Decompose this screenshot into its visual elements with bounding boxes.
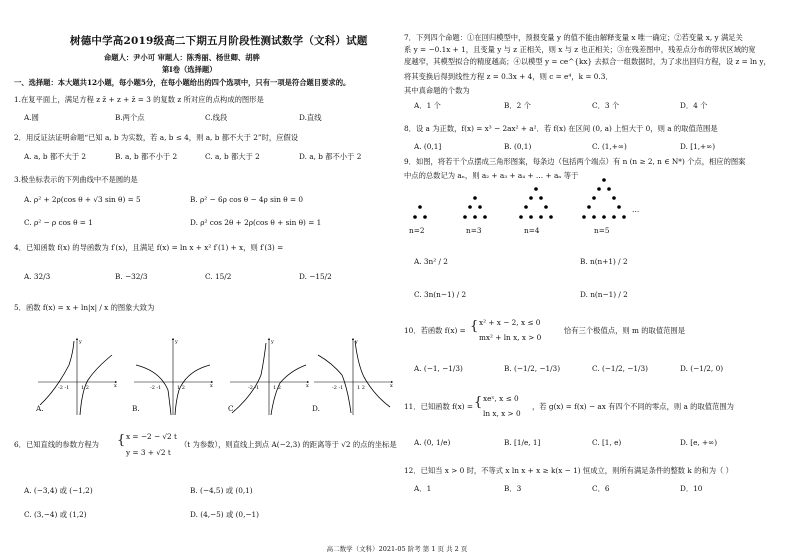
q5-graphs [36, 335, 396, 417]
q10-eq1: x² + x − 2, x ≤ 0 [479, 318, 541, 327]
section-heading: 一、选择题：本大题共12小题，每小题5分，在每小题给出的四个选项中，只有一项是符合题目要求的。 [14, 78, 351, 87]
svg-text:1 2: 1 2 [81, 385, 89, 391]
svg-text:1 2: 1 2 [177, 385, 185, 391]
q4-stem: 4．已知函数 f(x) 的导函数为 f′(x)，且满足 f(x) = ln x + x² f′(1) + x，则 f′(3) = [14, 243, 284, 252]
q7-option-d: D．4 个 [680, 101, 708, 110]
svg-text:-2 -1: -2 -1 [248, 385, 260, 391]
q11-option-d: D. [e, +∞) [680, 438, 718, 447]
graph-c [230, 339, 309, 415]
q7-stem-2: 系 y = −0.1x + 1，且变量 y 与 z 正相关，则 x 与 z 也正相关；③在残差图中，残差点分布的带状区域的宽 [404, 45, 756, 54]
svg-text:x: x [306, 383, 309, 389]
q7-option-a: A．1 个 [414, 101, 441, 110]
q8-option-c: C. (1,+∞) [592, 142, 627, 151]
q6-stem-a: 6．已知直线的参数方程为 [14, 440, 99, 449]
q11-eq2: ln x, x > 0 [483, 409, 521, 418]
svg-text:y: y [271, 339, 274, 345]
q9-label-n3: n=3 [466, 226, 482, 235]
svg-text:y: y [79, 339, 82, 345]
q12-option-a: A．1 [414, 484, 432, 493]
q8-option-a: A. (0,1] [414, 142, 442, 151]
q5-option-d: D. [312, 404, 320, 413]
q11-brace: { [474, 395, 483, 410]
q6-option-a: A. (−3,4) 或 (−1,2) [24, 486, 93, 495]
graph-a [38, 339, 117, 415]
q2-option-c: C. a, b 都大于 2 [205, 152, 260, 161]
q2-option-a: A. a, b 都不大于 2 [24, 152, 87, 161]
q6-brace: { [117, 433, 126, 448]
graph-b [134, 339, 213, 415]
q6-eq2: y = 3 + √2 t [126, 448, 171, 457]
svg-text:-2 -1: -2 -1 [58, 385, 70, 391]
q10-option-a: A. (−1, −1/3) [414, 364, 463, 373]
q7-stem-5: 其中真命题的个数为 [404, 86, 470, 95]
q9-option-d: D. n(n−1) / 2 [580, 290, 628, 299]
q5-option-a: A. [36, 404, 44, 413]
svg-text:x: x [210, 383, 213, 389]
svg-text:y: y [175, 339, 178, 345]
q11-option-a: A. (0, 1/e) [414, 438, 451, 447]
q7-option-c: C．3 个 [592, 101, 620, 110]
q11-eq1: xeˣ, x ≤ 0 [483, 394, 519, 403]
q10-option-b: B. (−1/2, −1/3) [504, 364, 561, 373]
graph-d [314, 339, 393, 415]
svg-text:1 2: 1 2 [357, 385, 365, 391]
q3-option-c: C. ρ² − ρ cos θ = 1 [24, 218, 93, 227]
q6-option-c: C. (3,−4) 或 (1,2) [24, 510, 87, 519]
q7-stem-1: 7．下列四个命题：①在回归模型中，预报变量 y 的值不能由解释变量 x 唯一确定；②若变量 x, y 满足关 [404, 33, 743, 42]
q9-label-n2: n=2 [409, 226, 425, 235]
q12-stem: 12．已知当 x > 0 时，不等式 x ln x + x ≥ k(x − 1) 恒成立，则所有满足条件的整数 k 的和为（ ） [404, 466, 733, 475]
q6-stem-b: （t 为参数），则直线上到点 A(−2,3) 的距离等于 √2 的点的坐标是 [180, 440, 397, 449]
q4-option-b: B. −32/3 [115, 272, 148, 281]
q1-option-a: A.圆 [24, 113, 39, 122]
q3-option-a: A. ρ² + 2ρ(cos θ + √3 sin θ) = 5 [24, 195, 141, 204]
q9-stem-1: 9．如图，将若干个点摆成三角形图案，每条边（包括两个端点）有 n (n ≥ 2, n ∈ N*) 个点，相应的图案 [404, 157, 746, 166]
q11-option-b: B. [1/e, 1] [504, 438, 541, 447]
q5-stem: 5．函数 f(x) = x + ln|x| / x 的图象大致为 [14, 303, 155, 312]
q11-stem-a: 11．已知函数 f(x) = [404, 402, 474, 411]
svg-text:x: x [114, 383, 117, 389]
q8-stem: 8．设 a 为正数，f(x) = x³ − 2ax² + a²．若 f(x) 在区间 (0, a) 上恒大于 0，则 a 的取值范围是 [404, 124, 718, 133]
volume-heading: 第Ⅰ卷（选择题） [162, 65, 217, 74]
q9-stem-2: 中点的总数记为 aₙ，则 a₂ + a₃ + a₄ + … + aₙ 等于 [404, 171, 579, 180]
q10-stem-a: 10．若函数 f(x) = [404, 326, 466, 335]
q10-option-c: C. (−1/2, −1/3) [592, 364, 649, 373]
q12-option-c: C．6 [592, 484, 610, 493]
q5-option-c: C. [228, 404, 236, 413]
triangle-n4 [519, 187, 553, 219]
q1-stem: 1.在复平面上，满足方程 z z̄ + z + z̄ = 3 的复数 z 所对应的点构成的图形是 [14, 95, 264, 104]
q12-option-d: D．10 [680, 484, 703, 493]
q11-option-c: C. [1, e) [592, 438, 622, 447]
q9-option-c: C. 3n(n−1) / 2 [414, 290, 467, 299]
q6-option-b: B. (−4,5) 或 (0,1) [190, 486, 253, 495]
q9-option-a: A. 3n² / 2 [414, 257, 448, 266]
triangle-n2 [413, 205, 427, 219]
q2-option-d: D. a, b 都不小于 2 [299, 152, 362, 161]
q1-option-d: D.直线 [299, 113, 322, 122]
q2-stem: 2．用反证法证明命题“已知 a, b 为实数，若 a, b ≤ 4，则 a, b 都不大于 2”时，应假设 [14, 133, 299, 142]
svg-text:1 2: 1 2 [273, 385, 281, 391]
q6-eq1: x = −2 − √2 t [126, 432, 177, 441]
q11-stem-b: ，若 g(x) = f(x) − ax 有四个不同的零点，则 a 的取值范围为 [532, 402, 734, 411]
exam-title: 树德中学高2019级高二下期五月阶段性测试数学（文科）试题 [70, 35, 368, 47]
authors-line: 命题人：尹小可 审题人：陈秀丽、杨世卿、胡骅 [104, 53, 260, 62]
q9-label-n5: n=5 [594, 226, 610, 235]
q9-ellipsis: … [632, 205, 640, 214]
q7-stem-3: 度越窄，其模型拟合的精度越高；④以模型 y = ce^{kx} 去拟合一组数据时，为了求出回归方程，设 z = ln y， [404, 57, 771, 66]
q7-option-b: B．2 个 [504, 101, 531, 110]
q7-stem-4: 将其变换后得到线性方程 z = 0.3x + 4，则 c = e⁴，k = 0.3． [404, 72, 613, 81]
q2-option-b: B. a, b 都不小于 2 [115, 152, 178, 161]
q3-option-b: B. ρ² − 6ρ cos θ − 4ρ sin θ = 0 [190, 195, 304, 204]
svg-text:-2 -1: -2 -1 [332, 385, 344, 391]
q5-option-b: B. [132, 404, 140, 413]
q3-option-d: D. ρ² cos 2θ + 2ρ(cos θ + sin θ) = 1 [190, 218, 322, 227]
q10-brace: { [470, 319, 479, 334]
svg-text:x: x [390, 383, 393, 389]
q12-option-b: B．3 [504, 484, 522, 493]
svg-text:y: y [355, 339, 358, 345]
q4-option-d: D. −15/2 [299, 272, 332, 281]
q9-option-b: B. n(n+1) / 2 [580, 257, 628, 266]
q1-option-b: B.两个点 [115, 113, 145, 122]
q4-option-a: A. 32/3 [24, 272, 51, 281]
q8-option-b: B. (0,1) [504, 142, 532, 151]
q10-stem-b: 恰有三个极值点，则 m 的取值范围是 [564, 326, 686, 335]
q10-eq2: mx² + ln x, x > 0 [479, 333, 542, 342]
q8-option-d: D. [1,+∞) [680, 142, 716, 151]
q9-label-n4: n=4 [524, 226, 540, 235]
triangle-n3 [463, 196, 487, 219]
svg-text:-2 -1: -2 -1 [150, 385, 162, 391]
q3-stem: 3.极坐标表示的下列曲线中不是圆的是 [14, 175, 138, 184]
q1-option-c: C.线段 [205, 113, 228, 122]
page-footer: 高二数学（文科）2021-05 阶考 第 1 页 共 2 页 [326, 545, 468, 553]
q6-option-d: D. (4,−5) 或 (0,−1) [190, 510, 259, 519]
triangle-n5 [582, 178, 626, 219]
q10-option-d: D. (−1/2, 0) [680, 364, 724, 373]
q4-option-c: C. 15/2 [205, 272, 232, 281]
